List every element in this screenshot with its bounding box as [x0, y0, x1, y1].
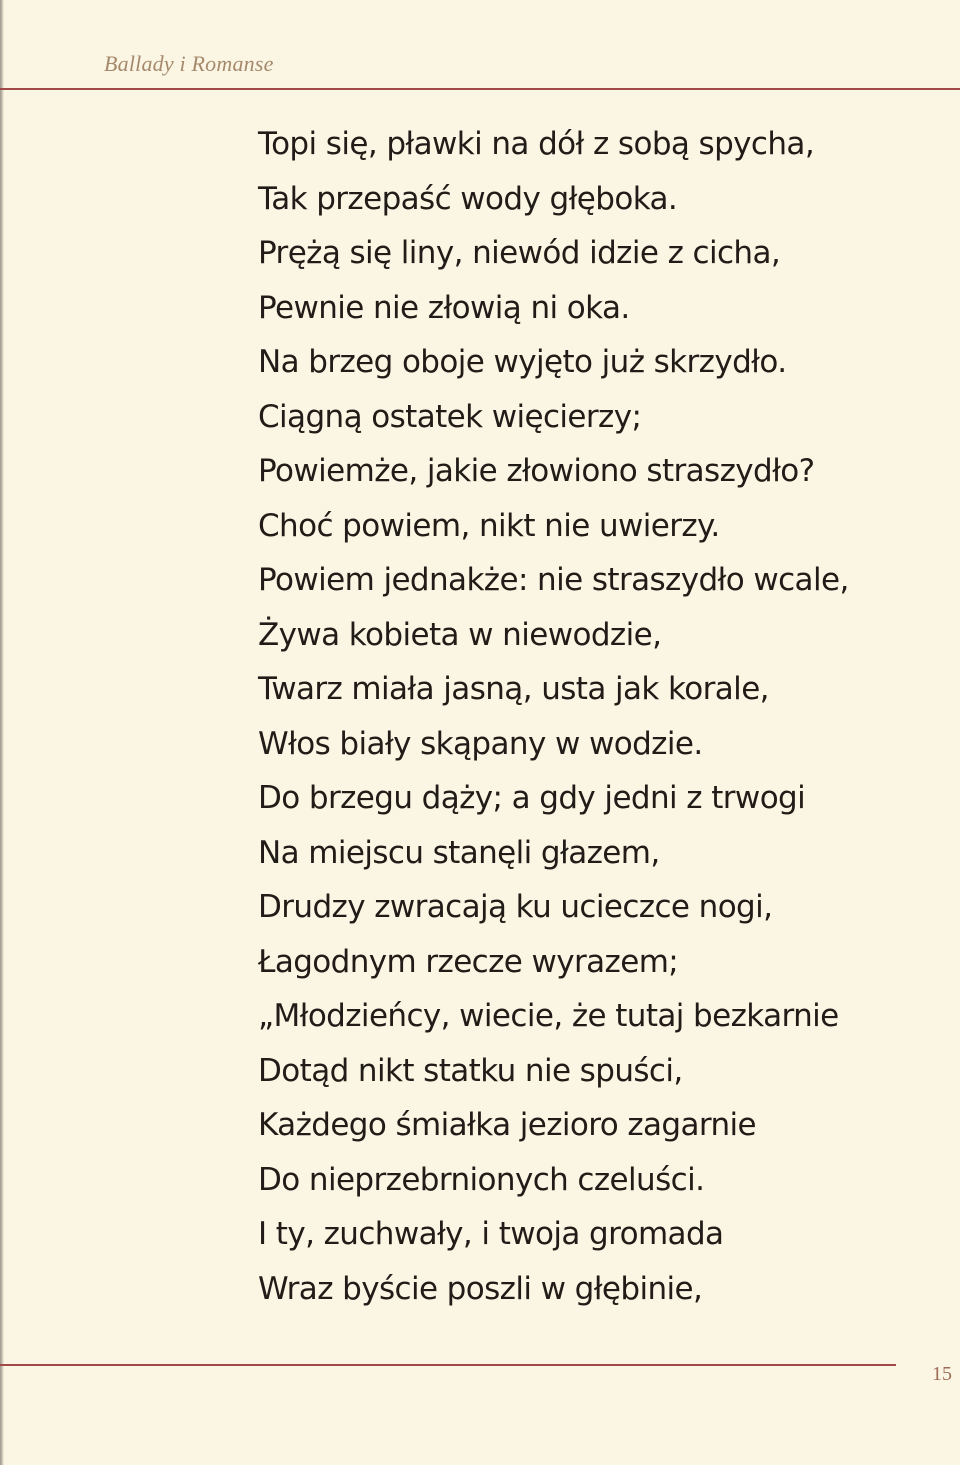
poem-line: Wraz byście poszli w głębinie,: [258, 1270, 703, 1307]
page-number: 15: [932, 1363, 952, 1385]
poem-line: Twarz miała jasną, usta jak korale,: [258, 671, 769, 707]
poem-line: Ciągną ostatek więcierzy;: [258, 398, 642, 435]
poem-line: Żywa kobieta w niewodzie,: [258, 616, 662, 653]
running-header-title: Ballady i Romanse: [104, 51, 274, 76]
poem-line: Do nieprzebrnionych czeluści.: [258, 1161, 705, 1198]
footer-divider: [0, 1364, 896, 1366]
poem-line: Prężą się liny, niewód idzie z cicha,: [258, 235, 781, 271]
page-edge-shadow: [0, 0, 4, 1465]
poem-line: Powiem jednakże: nie straszydło wcale,: [258, 562, 849, 598]
poem-line: Każdego śmiałka jezioro zagarnie: [258, 1107, 757, 1143]
poem-line: Włos biały skąpany w wodzie.: [258, 725, 703, 762]
poem-line: Choć powiem, nikt nie uwierzy.: [258, 507, 720, 544]
poem-line: Na miejscu stanęli głazem,: [258, 834, 660, 871]
header-divider: [0, 88, 960, 90]
poem-line: Drudzy zwracają ku ucieczce nogi,: [258, 889, 773, 925]
poem-line: I ty, zuchwały, i twoja gromada: [258, 1216, 724, 1252]
poem-line: Pewnie nie złowią ni oka.: [258, 289, 630, 326]
poem-line: Topi się, pławki na dół z sobą spycha,: [258, 126, 815, 162]
poem-line: Powiemże, jakie złowiono straszydło?: [258, 453, 815, 489]
poem-line: „Młodzieńcy, wiecie, że tutaj bezkarnie: [258, 998, 839, 1034]
poem-line: Łagodnym rzecze wyrazem;: [258, 943, 679, 980]
poem-line: Na brzeg oboje wyjęto już skrzydło.: [258, 344, 787, 380]
poem-line: Do brzegu dąży; a gdy jedni z trwogi: [258, 780, 806, 816]
poem-stanza: [258, 117, 849, 1316]
poem-line: Tak przepaść wody głęboka.: [258, 180, 678, 217]
poem-line: Dotąd nikt statku nie spuści,: [258, 1052, 683, 1089]
